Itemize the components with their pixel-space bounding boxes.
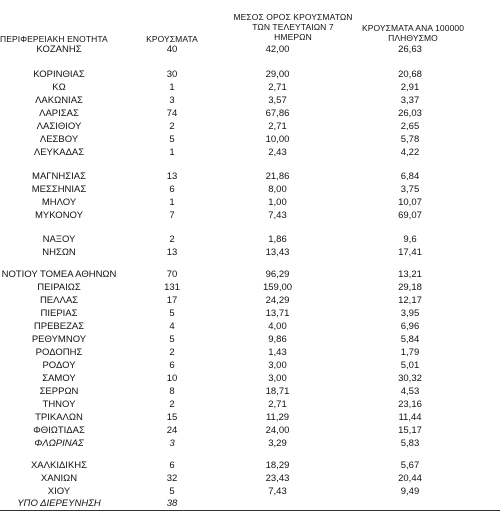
cases-cell: 6 xyxy=(169,360,175,371)
cases-cell: 40 xyxy=(166,44,178,55)
average-cell: 3,00 xyxy=(268,360,287,371)
region-cell: ΛΕΣΒΟΥ xyxy=(39,134,79,145)
per-100000-cell: 13,21 xyxy=(398,269,422,280)
cases-cell: 3 xyxy=(169,438,175,449)
table-row xyxy=(0,121,500,134)
table-row xyxy=(0,321,500,334)
region-cell: ΣΑΜΟΥ xyxy=(42,373,76,384)
region-cell: ΣΕΡΡΩΝ xyxy=(39,386,79,397)
region-cell: ΠΡΕΒΕΖΑΣ xyxy=(33,321,85,332)
region-cell: ΚΩ xyxy=(52,82,66,93)
per-100000-cell: 3,95 xyxy=(400,308,420,319)
table-bottom-border xyxy=(0,510,500,511)
region-cell: ΛΑΣΙΘΙΟΥ xyxy=(36,121,82,132)
per-100000-cell: 69,07 xyxy=(398,210,422,221)
average-cell: 13,71 xyxy=(265,308,290,319)
cases-cell: 8 xyxy=(169,386,175,397)
average-cell: 7,43 xyxy=(268,486,287,497)
per-100000-cell: 9,6 xyxy=(403,234,417,245)
table-row xyxy=(0,282,500,295)
per-100000-cell: 23,16 xyxy=(398,399,422,410)
cases-cell: 1 xyxy=(169,197,175,208)
cases-cell: 24 xyxy=(166,425,178,436)
per-100000-cell: 6,84 xyxy=(400,171,420,182)
cases-cell: 5 xyxy=(169,334,175,345)
average-cell: 2,71 xyxy=(268,82,287,93)
average-cell: 24,00 xyxy=(265,425,290,436)
cases-cell: 74 xyxy=(166,108,178,119)
region-cell: ΡΟΔΟΥ xyxy=(42,360,76,371)
table-row xyxy=(0,347,500,360)
average-cell: 18,29 xyxy=(265,460,290,471)
per-100000-cell: 17,41 xyxy=(398,247,422,258)
average-cell: 11,29 xyxy=(265,412,290,423)
cases-cell: 15 xyxy=(166,412,178,423)
region-cell: ΧΑΝΙΩΝ xyxy=(40,473,78,484)
per-100000-cell: 20,44 xyxy=(398,473,422,484)
table-row xyxy=(0,247,500,260)
average-cell: 3,57 xyxy=(268,95,287,106)
header-cases: ΚΡΟΥΣΜΑΤΑ xyxy=(146,34,198,44)
per-100000-cell: 3,37 xyxy=(400,95,420,106)
cases-cell: 13 xyxy=(166,247,178,258)
region-cell: ΥΠΟ ΔΙΕΡΕΥΝΗΣΗ xyxy=(17,498,101,509)
region-cell: ΝΟΤΙΟΥ ΤΟΜΕΑ ΑΘΗΝΩΝ xyxy=(1,269,117,280)
cases-cell: 70 xyxy=(166,269,178,280)
average-cell: 159,00 xyxy=(262,282,293,293)
region-cell: ΛΑΚΩΝΙΑΣ xyxy=(35,95,83,106)
average-cell: 8,00 xyxy=(268,184,287,195)
table-row xyxy=(0,460,500,473)
per-100000-cell: 11,44 xyxy=(398,412,422,423)
header-average-line2: ΤΩΝ ΤΕΛΕΥΤΑΙΩΝ 7 xyxy=(252,22,334,32)
cases-cell: 6 xyxy=(169,460,175,471)
per-100000-cell: 29,18 xyxy=(398,282,422,293)
average-cell: 21,86 xyxy=(265,171,290,182)
table-row xyxy=(0,486,500,499)
region-cell: ΠΕΛΛΑΣ xyxy=(39,295,79,306)
average-cell: 9,86 xyxy=(268,334,287,345)
average-cell: 2,71 xyxy=(268,121,287,132)
cases-cell: 1 xyxy=(169,147,175,158)
table-row xyxy=(0,184,500,197)
average-cell xyxy=(230,498,325,511)
average-cell: 29,00 xyxy=(265,69,290,80)
table-row xyxy=(0,197,500,210)
per-100000-cell: 6,96 xyxy=(400,321,420,332)
per-100000-cell: 5,83 xyxy=(400,438,420,449)
table-row xyxy=(0,412,500,425)
per-100000-cell: 3,75 xyxy=(400,184,420,195)
cases-cell: 4 xyxy=(169,321,175,332)
region-cell: ΤΗΝΟΥ xyxy=(42,399,76,410)
header-region: ΠΕΡΙΦΕΡΕΙΑΚΗ ΕΝΟΤΗΤΑ xyxy=(0,34,108,44)
average-cell: 4,00 xyxy=(268,321,287,332)
table-row xyxy=(0,373,500,386)
table-row xyxy=(0,147,500,160)
per-100000-cell: 5,01 xyxy=(400,360,420,371)
table-row xyxy=(0,134,500,147)
average-cell: 7,43 xyxy=(268,210,287,221)
table-row xyxy=(0,269,500,282)
table-row xyxy=(0,234,500,247)
table-row xyxy=(0,95,500,108)
region-cell: ΠΙΕΡΙΑΣ xyxy=(40,308,78,319)
region-cell: ΛΕΥΚΑΔΑΣ xyxy=(33,147,85,158)
cases-cell: 2 xyxy=(169,234,175,245)
table-row xyxy=(0,473,500,486)
region-cell: ΠΕΙΡΑΙΩΣ xyxy=(37,282,81,293)
average-cell: 2,71 xyxy=(268,399,287,410)
region-cell: ΦΘΙΩΤΙΔΑΣ xyxy=(33,425,85,436)
per-100000-cell: 10,07 xyxy=(398,197,422,208)
header-per-100000 xyxy=(338,23,488,43)
cases-cell: 5 xyxy=(169,308,175,319)
per-100000-cell: 30,32 xyxy=(398,373,422,384)
average-cell: 67,86 xyxy=(265,108,290,119)
average-cell: 42,00 xyxy=(265,44,290,55)
table-row xyxy=(0,438,500,451)
cases-cell: 6 xyxy=(169,184,175,195)
per-100000-cell: 2,65 xyxy=(400,121,420,132)
table-row xyxy=(0,69,500,82)
table-row xyxy=(0,171,500,184)
average-cell: 1,43 xyxy=(268,347,287,358)
region-cell: ΡΟΔΟΠΗΣ xyxy=(35,347,83,358)
header-per-line1: ΚΡΟΥΣΜΑΤΑ ΑΝΑ 100000 xyxy=(361,23,465,33)
region-cell: ΡΕΘΥΜΝΟΥ xyxy=(31,334,87,345)
cases-cell: 5 xyxy=(169,486,175,497)
header-average-line1: ΜΕΣΟΣ ΟΡΟΣ ΚΡΟΥΣΜΑΤΩΝ xyxy=(233,12,353,22)
cases-cell: 10 xyxy=(166,373,178,384)
per-100000-cell: 5,67 xyxy=(400,460,420,471)
cases-cell: 32 xyxy=(166,473,178,484)
region-cell: ΦΛΩΡΙΝΑΣ xyxy=(34,438,84,449)
average-cell: 1,00 xyxy=(268,197,287,208)
per-100000-cell: 26,63 xyxy=(398,44,422,55)
cases-cell: 7 xyxy=(169,210,175,221)
cut-off-text-line xyxy=(0,514,500,523)
average-cell: 3,29 xyxy=(268,438,287,449)
cases-cell: 1 xyxy=(169,82,175,93)
per-100000-cell: 20,68 xyxy=(398,69,422,80)
average-cell: 96,29 xyxy=(265,269,290,280)
cases-cell: 38 xyxy=(166,498,178,509)
table-row xyxy=(0,399,500,412)
per-100000-cell: 26,03 xyxy=(398,108,422,119)
region-cell: ΧΑΛΚΙΔΙΚΗΣ xyxy=(30,460,88,471)
average-cell: 2,43 xyxy=(268,147,287,158)
per-100000-cell: 2,91 xyxy=(400,82,420,93)
table-row xyxy=(0,108,500,121)
per-100000-cell: 4,53 xyxy=(400,386,420,397)
region-cell: ΧΙΟΥ xyxy=(47,486,71,497)
average-cell: 24,29 xyxy=(265,295,290,306)
region-cell: ΜΕΣΣΗΝΙΑΣ xyxy=(31,184,87,195)
header-per-line2: ΠΛΗΘΥΣΜΟ xyxy=(388,33,438,43)
cases-cell: 5 xyxy=(169,134,175,145)
average-cell: 3,00 xyxy=(268,373,287,384)
table-row xyxy=(0,360,500,373)
region-cell: ΜΥΚΟΝΟΥ xyxy=(35,210,83,221)
average-cell: 10,00 xyxy=(265,134,290,145)
region-cell: ΝΗΣΩΝ xyxy=(42,247,76,258)
region-cell: ΝΑΞΟΥ xyxy=(42,234,76,245)
cases-cell: 17 xyxy=(166,295,178,306)
cases-cell: 2 xyxy=(169,399,175,410)
per-100000-cell: 5,84 xyxy=(400,334,420,345)
average-cell: 23,43 xyxy=(265,473,290,484)
region-cell: ΜΗΛΟΥ xyxy=(41,197,77,208)
cases-cell: 2 xyxy=(169,347,175,358)
table-row xyxy=(0,334,500,347)
cases-cell: 2 xyxy=(169,121,175,132)
per-100000-cell: 9,49 xyxy=(400,486,420,497)
average-cell: 1,86 xyxy=(268,234,287,245)
table-row xyxy=(0,82,500,95)
cases-cell: 30 xyxy=(166,69,178,80)
average-cell: 13,43 xyxy=(265,247,290,258)
per-100000-cell: 1,79 xyxy=(400,347,420,358)
region-cell: ΛΑΡΙΣΑΣ xyxy=(39,108,79,119)
region-cell: ΤΡΙΚΑΛΩΝ xyxy=(35,412,83,423)
region-cell: ΚΟΡΙΝΘΙΑΣ xyxy=(33,69,85,80)
region-cell: ΚΟΖΑΝΗΣ xyxy=(36,44,82,55)
cases-cell: 131 xyxy=(164,282,180,293)
cases-cell: 13 xyxy=(166,171,178,182)
header-average-line3: ΗΜΕΡΩΝ xyxy=(274,32,312,42)
per-100000-cell: 15,17 xyxy=(398,425,422,436)
table-row xyxy=(0,386,500,399)
table-row xyxy=(0,295,500,308)
table-row xyxy=(0,210,500,223)
average-cell: 18,71 xyxy=(265,386,290,397)
table-row xyxy=(0,425,500,438)
per-100000-cell xyxy=(355,498,465,511)
per-100000-cell: 12,17 xyxy=(398,295,422,306)
table-row xyxy=(0,308,500,321)
region-cell: ΜΑΓΝΗΣΙΑΣ xyxy=(32,171,86,182)
per-100000-cell: 5,78 xyxy=(400,134,420,145)
table-row xyxy=(0,44,500,57)
cases-cell: 3 xyxy=(169,95,175,106)
table-row xyxy=(0,498,500,511)
per-100000-cell: 4,22 xyxy=(400,147,420,158)
